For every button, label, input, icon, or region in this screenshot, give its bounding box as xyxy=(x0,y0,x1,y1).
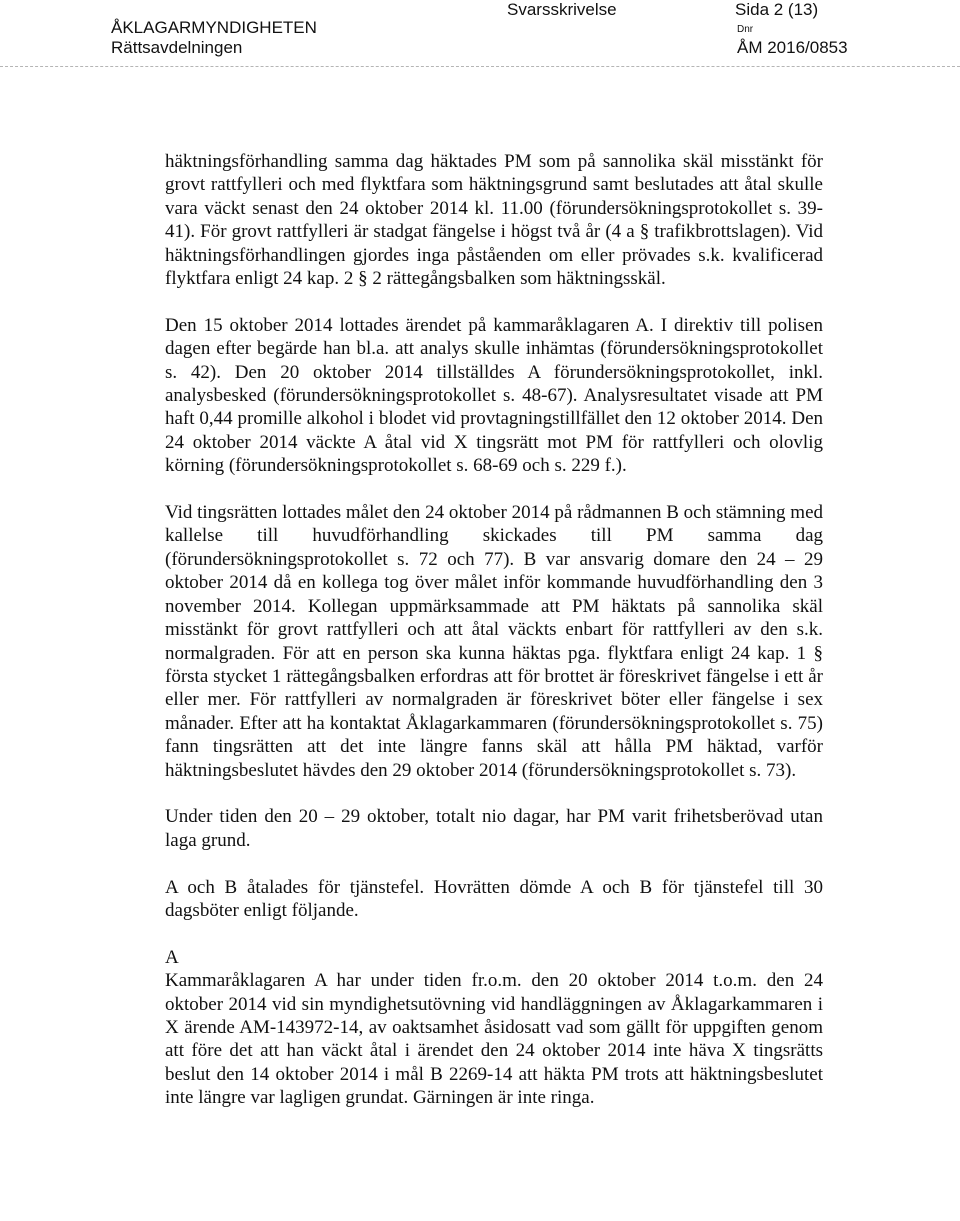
organization-name: ÅKLAGARMYNDIGHETEN xyxy=(111,18,317,37)
header-divider xyxy=(0,66,960,67)
paragraph-district-court: Vid tingsrätten lottades målet den 24 oktober 2014 på rådmannen B och stämning med kallelse till huvudförhandling skickades till PM samma dag (förundersökningsprotokollet s. 72 och 77). B var ansvarig domare den 24 – 29 oktober 2014 då en kollega tog över målet inför kommande huvudförhandling den 3 november 2014. Kollegan uppmärksammade att PM häktats på sannolika skäl misstänkt för grovt rattfylleri och att åtal väckts enbart för rattfylleri av den s.k. normalgraden. För att en person ska kunna häktas pga. flyktfara enligt 24 kap. 1 § första stycket 1 rättegångsbalken erfordras att för brottet är föreskrivet fängelse i ett år eller mer. För rattfylleri av normalgraden är föreskrivet böter eller fängelse i sex månader. Efter att ha kontaktat Åklagarkammaren (förundersökningsprotokollet s. 75) fann tingsrätten att det inte längre fanns skäl att hålla PM häktad, varför häktningsbeslutet hävdes den 29 oktober 2014 (förundersökningsprotokollet s. 73). xyxy=(165,502,823,781)
paragraph-case-assignment: Den 15 oktober 2014 lottades ärendet på kammaråklagaren A. I direktiv till polisen dagen efter begärde han bl.a. att analys skulle inhämtas (förundersökningsprotokollet s. 42). Den 20 oktober 2014 tillställdes A förundersökningsprotokollet, inkl. analysbesked (förundersökningsprotokollet s. 48-67). Analysresultatet visade att PM haft 0,44 promille alkohol i blodet vid provtagningstillfället den 12 oktober 2014. Den 24 oktober 2014 väckte A åtal vid X tingsrätt mot PM för rattfylleri och olovlig körning (förundersökningsprotokollet s. 68-69 och s. 229 f.). xyxy=(165,314,823,477)
dnr-number: ÅM 2016/0853 xyxy=(737,38,848,57)
paragraph-deprivation-of-liberty: Under tiden den 20 – 29 oktober, totalt nio dagar, har PM varit frihetsberövad utan laga grund. xyxy=(165,806,823,851)
paragraph-judgment-a: Kammaråklagaren A har under tiden fr.o.m. den 20 oktober 2014 t.o.m. den 24 oktober 2014 vid sin myndighetsutövning vid handläggningen av Åklagarkammaren i X ärende AM-143972-14, av oaktsamhet åsidosatt vad som gällt för uppgiften genom att före det att han väckt åtal i ärendet den 24 oktober 2014 inte häva X tingsrätts beslut den 14 oktober 2014 i mål B 2269-14 att häkta PM trots att häktningsbeslutet inte längre var lagligen grundat. Gärningen är inte ringa. xyxy=(165,970,823,1109)
paragraph-prosecution: A och B åtalades för tjänstefel. Hovrätten dömde A och B för tjänstefel till 30 dagsböter enligt följande. xyxy=(165,876,823,921)
document-type: Svarsskrivelse xyxy=(507,0,617,19)
page-header xyxy=(0,0,960,70)
document-body xyxy=(165,150,823,1133)
section-label: A xyxy=(165,946,179,968)
dnr-label: Dnr xyxy=(737,24,754,35)
paragraph-detention-hearing: häktningsförhandling samma dag häktades PM som på sannolika skäl misstänkt för grovt rattfylleri och med flyktfara som häktningsgrund samt beslutades att åtal skulle vara väckt senast den 24 oktober 2014 kl. 11.00 (förundersökningsprotokollet s. 39-41). För grovt rattfylleri är stadgat fängelse i högst två år (4 a § trafikbrottslagen). Vid häktningsförhandlingen gjordes inga påståenden om eller prövades s.k. kvalificerad flyktfara enligt 24 kap. 2 § 2 rättegångsbalken som häktningsskäl. xyxy=(165,151,823,290)
department-name: Rättsavdelningen xyxy=(111,38,243,57)
page-number: Sida 2 (13) xyxy=(735,0,819,19)
